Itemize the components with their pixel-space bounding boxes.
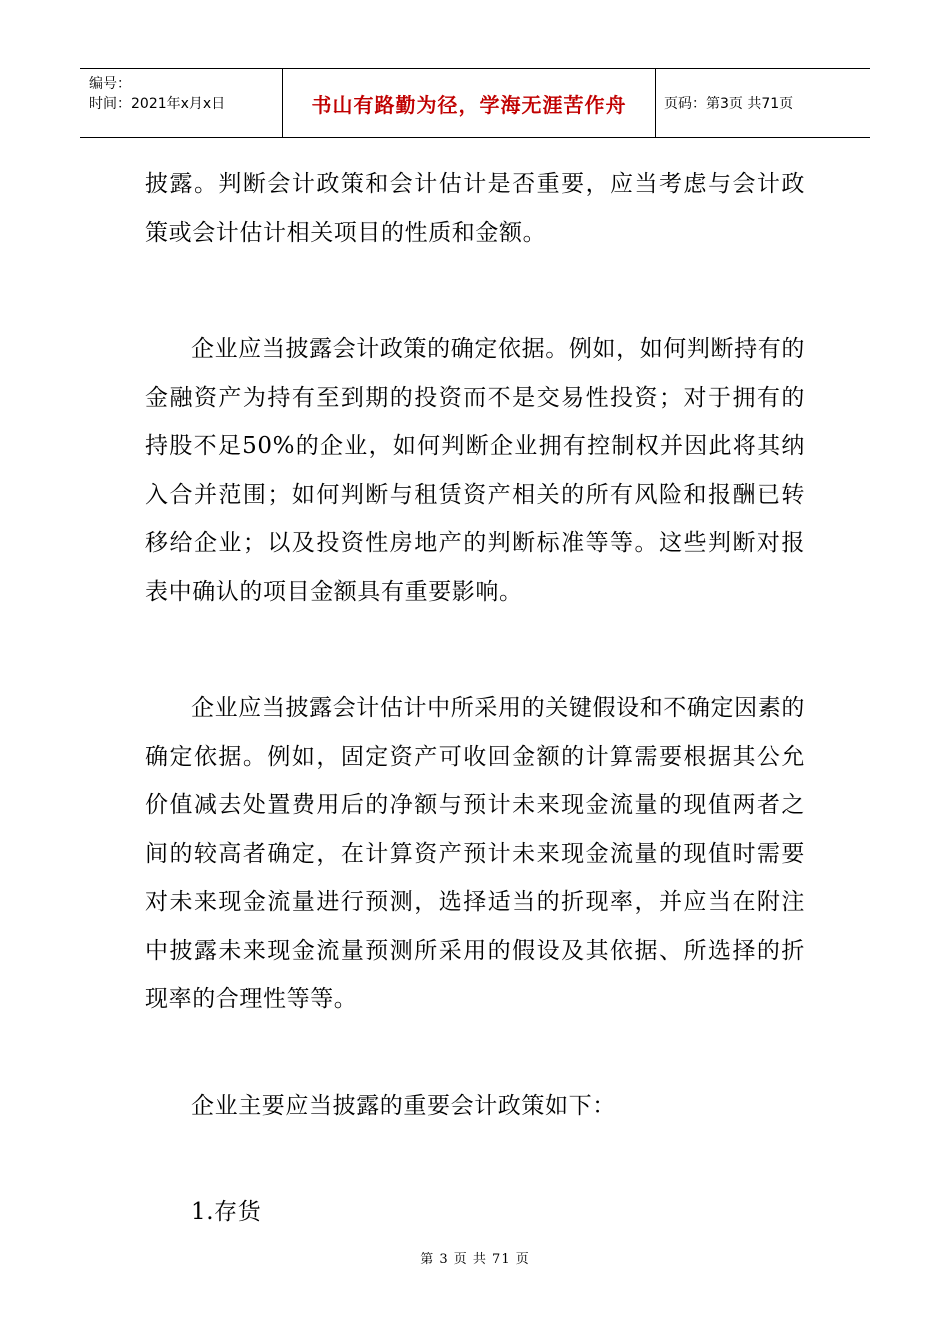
document-date: 时间：2021年x月x日	[89, 96, 226, 112]
header-meta-cell	[80, 69, 282, 137]
paragraph-1: 披露。判断会计政策和会计估计是否重要，应当考虑与会计政策或会计估计相关项目的性质和金额。	[145, 171, 805, 246]
paragraph-3: 企业应当披露会计估计中所采用的关键假设和不确定因素的确定依据。例如，固定资产可收回金额的计算需要根据其公允价值减去处置费用后的净额与预计未来现金流量的现值两者之间的较高者确定，在计算资产预计未来现金流量的现值时需要对未来现金流量进行预测，选择适当的折现率，并应当在附注中披露未来现金流量预测所采用的假设及其依据、所选择的折现率的合理性等等。	[145, 695, 805, 1012]
section-heading-inventory: 1.存货	[191, 1199, 262, 1225]
header-motto-cell	[282, 69, 656, 137]
document-body	[145, 160, 805, 1237]
paragraph-4: 企业主要应当披露的重要会计政策如下：	[191, 1092, 616, 1119]
header-page-cell	[655, 69, 870, 137]
page-header	[80, 68, 870, 138]
header-page-info: 页码：第3页 共71页	[664, 96, 794, 112]
document-number-label: 编号：	[89, 76, 131, 92]
header-motto: 书山有路勤为径，学海无涯苦作舟	[311, 92, 627, 117]
paragraph-2: 企业应当披露会计政策的确定依据。例如，如何判断持有的金融资产为持有至到期的投资而不是交易性投资；对于拥有的持股不足50%的企业，如何判断企业拥有控制权并因此将其纳入合并范围；如何判断与租赁资产相关的所有风险和报酬已转移给企业；以及投资性房地产的判断标准等等。这些判断对报表中确认的项目金额具有重要影响。	[145, 336, 805, 605]
page-footer: 第 3 页 共 71 页	[420, 1252, 530, 1267]
